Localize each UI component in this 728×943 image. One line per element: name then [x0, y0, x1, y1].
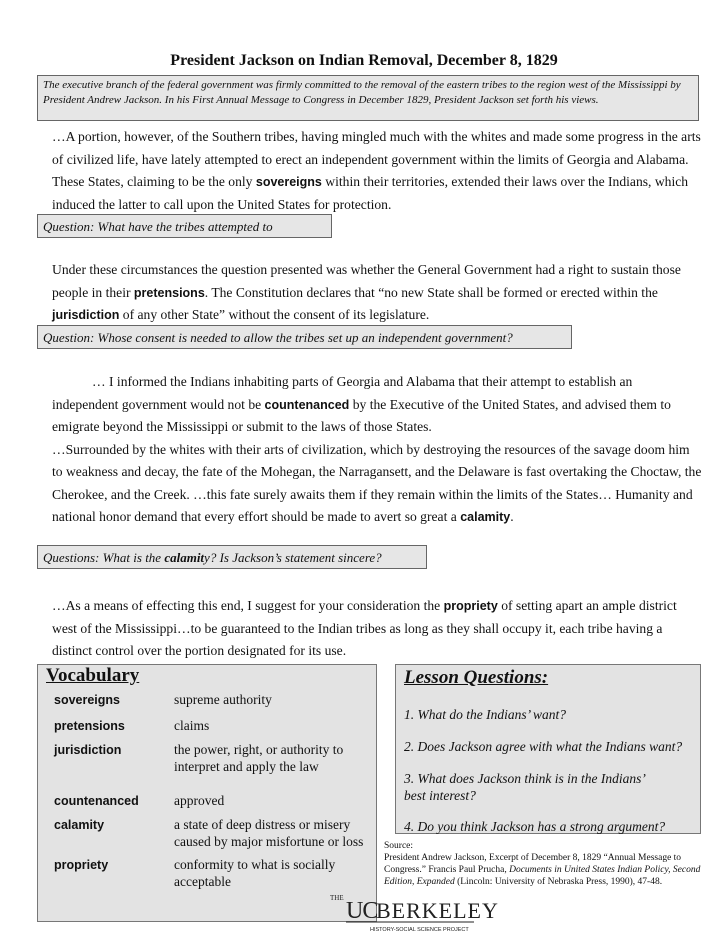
paragraph-4: …As a means of effecting this end, I suggest for your consideration the propriety of setting apart an ample district west of the Mississippi…to be guaranteed to the Indian tribes as long as they shall occupy it, each tribe having a distinct control over the portion designated for its use. — [52, 598, 677, 658]
vocab-definition: a state of deep distress or misery caused by major misfortune or loss — [174, 817, 364, 849]
vocab-definition: the power, right, or authority to interpret and apply the law — [174, 742, 344, 774]
keyword-calamity: calamity — [460, 510, 511, 524]
vocab-term: countenanced — [54, 794, 139, 808]
vocab-term: calamity — [54, 818, 105, 832]
lesson-question: 1. What do the Indians’ want? — [404, 707, 566, 722]
lesson-questions-title: Lesson Questions: — [404, 667, 549, 688]
keyword-sovereigns: sovereigns — [255, 175, 322, 189]
vocabulary-title: Vocabulary — [46, 665, 140, 686]
question-3: Questions: What is the calamity? Is Jackson’s statement sincere? — [37, 545, 427, 569]
keyword-jurisdiction: jurisdiction — [52, 308, 120, 322]
vocab-term: pretensions — [54, 719, 125, 733]
intro-box: The executive branch of the federal government was firmly committed to the removal of the eastern tribes to the region west of the Mississippi by President Andrew Jackson. In his First Annual Message to Congress in December 1829, President Jackson set forth his views. — [37, 75, 699, 121]
keyword-countenanced: countenanced — [264, 397, 350, 412]
vocab-term: propriety — [54, 858, 109, 872]
berkeley-logo-icon — [330, 880, 499, 936]
svg-text:THE: THE — [330, 894, 344, 902]
vocabulary-box — [37, 664, 377, 922]
question-2: Question: Whose consent is needed to allow the tribes set up an independent government? — [37, 325, 572, 349]
question-1: Question: What have the tribes attempted to — [37, 214, 332, 238]
svg-text:UC: UC — [346, 898, 378, 924]
vocab-definition: approved — [174, 793, 225, 808]
source-label: Source: — [384, 841, 414, 851]
source-citation: Source: President Andrew Jackson, Excerpt of December 8, 1829 “Annual Message to Congress.” Francis Paul Prucha, Documents in United States Indian Policy, Second Edition, Expanded (Lincoln: University of Nebraska Press, 1990), 47-48. — [384, 840, 718, 888]
vocab-term: sovereigns — [54, 693, 121, 707]
vocab-definition: supreme authority — [174, 692, 272, 707]
keyword-propriety: propriety — [443, 599, 498, 613]
keyword-calamity-question: calamit — [164, 550, 205, 565]
lesson-question: 3. What does Jackson think is in the Indians’ best interest? — [404, 771, 645, 803]
paragraph-3: … I informed the Indians inhabiting parts of Georgia and Alabama that their attempt to establish an independent government would not be countenanced by the Executive of the United States, and advised them to emigrate beyond the Mississippi or submit to the laws of those States. …Surrounded by the whites with their arts of civilization, which by destroying the resources of the savage doom him to weakness and decay, the fate of the Mohegan, the Narragansett, and the Delaware is fast overtaking the Choctaw, the Cherokee, and the Creek. …this fate surely awaits them if they remain within the limits of the States… Humanity and national honor demand that every effort should be made to avert so great a calamity. — [52, 374, 702, 524]
lesson-question: 4. Do you think Jackson has a strong argument? — [404, 819, 666, 834]
vocab-term: jurisdiction — [54, 743, 122, 757]
paragraph-2: Under these circumstances the question presented was whether the General Government had a right to sustain those people in their pretensions. The Constitution declares that “no new State shall be formed or erected within the jurisdiction of any other State” without the consent of its legislature. — [52, 262, 681, 322]
lesson-questions-box — [395, 664, 701, 834]
vocab-definition: claims — [174, 718, 210, 733]
lesson-question: 2. Does Jackson agree with what the Indians want? — [404, 739, 683, 754]
uc-berkeley-logo — [330, 880, 499, 936]
svg-text:HISTORY-SOCIAL SCIENCE PROJECT: HISTORY-SOCIAL SCIENCE PROJECT — [370, 927, 469, 933]
keyword-pretensions: pretensions — [133, 285, 205, 300]
paragraph-1: …A portion, however, of the Southern tribes, having mingled much with the whites and made some progress in the arts of civilized life, have lately attempted to erect an independent government within the limits of Georgia and Alabama. These States, claiming to be the only sovereigns within their territories, extended their laws over the Indians, which induced the latter to call upon the United States for protection. — [52, 129, 701, 212]
vocab-definition: conformity to what is socially acceptable — [174, 857, 336, 889]
page-title: President Jackson on Indian Removal, December 8, 1829 — [170, 52, 558, 69]
svg-text:BERKELEY: BERKELEY — [376, 898, 499, 923]
